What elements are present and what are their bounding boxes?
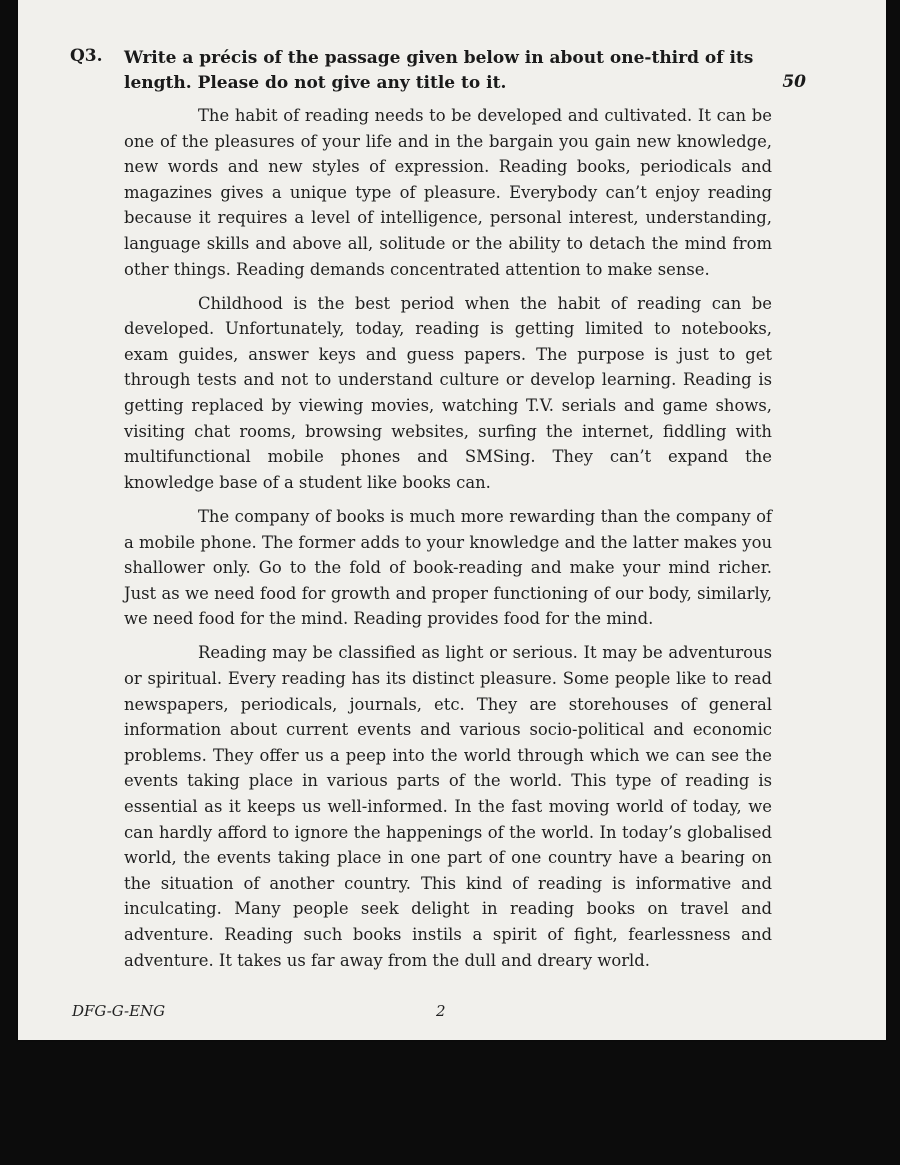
passage-paragraph: Reading may be classified as light or serious. It may be adventurous or spiritual. Every reading has its distinct pleasure. Some people like to read newspapers, periodicals, journals, etc. They are storehouses of general information about current events and various socio-political and economic problems. They offer us a peep into the world through which we can see the events taking place in various parts of the world. This type of reading is essential as it keeps us well-informed. In the fast moving world of today, we can hardly afford to ignore the happenings of the world. In today’s globalised world, the events taking place in one part of one country have a bearing on the situation of another country. This kind of reading is informative and inculcating. Many people seek delight in reading books on travel and adventure. Reading such books instils a spirit of fight, fearlessness and adventure. It takes us far away from the dull and dreary world. (124, 643, 772, 970)
passage (124, 103, 772, 982)
passage-paragraph: The habit of reading needs to be developed and cultivated. It can be one of the pleasures of your life and in the bargain you gain new knowledge, new words and new styles of expression. Reading books, periodicals and magazines gives a unique type of pleasure. Everybody can’t enjoy reading because it requires a level of intelligence, personal interest, understanding, language skills and above all, solitude or the ability to detach the mind from other things. Reading demands concentrated attention to make sense. (124, 106, 772, 279)
question-marks: 50 (782, 72, 806, 92)
footer-page-number: 2 (436, 1002, 446, 1020)
passage-paragraph: The company of books is much more rewarding than the company of a mobile phone. The former adds to your knowledge and the latter makes you shallower only. Go to the fold of book-reading and make your mind richer. Just as we need food for growth and proper functioning of our body, similarly, we need food for the mind. Reading provides food for the mind. (124, 506, 772, 629)
footer-paper-code: DFG-G-ENG (72, 1002, 166, 1020)
exam-page (18, 0, 886, 1040)
question-number: Q3. (70, 46, 103, 66)
passage-paragraph: Childhood is the best period when the habit of reading can be developed. Unfortunately, today, reading is getting limited to notebooks, exam guides, answer keys and guess papers. The purpose is just to get through tests and not to understand culture or develop learning. Reading is getting replaced by viewing movies, watching T.V. serials and game shows, visiting chat rooms, browsing websites, surfing the internet, fiddling with multifunctional mobile phones and SMSing. They can’t expand the knowledge base of a student like books can. (124, 293, 772, 492)
question-instruction: Write a précis of the passage given below in about one-third of its length. Please do not give any title to it. (124, 48, 754, 93)
